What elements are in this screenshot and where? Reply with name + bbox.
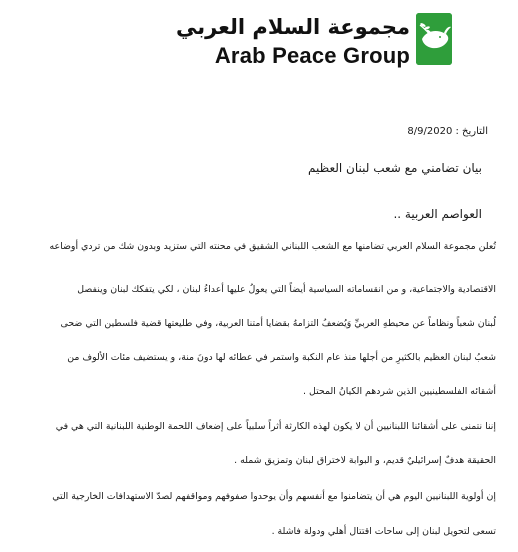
letter-salutation: العواصم العربية .. — [393, 207, 482, 221]
body-line: الحقيقة هدفٌ إسرائيليٌ قديم، و البوابة لاختراق لبنان وتمزيق شمله . — [234, 455, 496, 466]
org-name-arabic: مجموعة السلام العربي — [175, 15, 410, 39]
dove-olive-branch-logo-icon — [416, 13, 452, 65]
body-line: لُبنان شعباً ونظاماً عن محيطهِ العربيِّ وَيُضعفُ التزامهُ بقضايا أمتنا العربية، وفي طليعتها قضية فلسطين التي ضحى — [60, 318, 496, 329]
body-line: تُعلن مجموعة السلام العربي تضامنها مع الشعب اللبناني الشقيق في محنته التي ستزيد وبدون شك من تردي أوضاعه — [49, 241, 496, 252]
body-line: إننا نتمنى على أشقائنا اللبنانيين أن لا يكون لهذه الكارثة أثراً سلبياً على إضعاف اللحمة الوطنية اللبنانية التي هي في — [55, 421, 496, 432]
body-line: شعبُ لبنان العظيم بالكثيرِ من أجلها منذ عام النكبة واستمر في عطائه لها دونَ منة، و يستضيف مئات الألوف من — [67, 352, 496, 363]
org-name-english: Arab Peace Group — [214, 43, 410, 68]
letter-date: التاريخ : 8/9/2020 — [407, 126, 488, 137]
letter-subject: بيان تضامني مع شعب لبنان العظيم — [308, 161, 482, 175]
body-line: الاقتصادية والاجتماعية، و من انقساماته السياسية أيضاً التي يعولُ عليها أعداءُ لبنان ، لكي يتفكك لبنان وينفصل — [77, 284, 496, 295]
body-line: تسعى لتحويل لبنان إلى ساحات اقتتال أهلي ودولة فاشلة . — [271, 526, 496, 537]
letterhead — [0, 6, 518, 76]
body-line: إن أولوية اللبنانيين اليوم هي أن يتضامنوا مع أنفسهم وأن يوحدوا صفوفهم ومواقفهم لصدّ الاستهدافات الخارجية التي — [52, 491, 496, 502]
body-line: أشقائه الفلسطينيين الذين شردهم الكيانُ المحتل . — [303, 386, 496, 397]
